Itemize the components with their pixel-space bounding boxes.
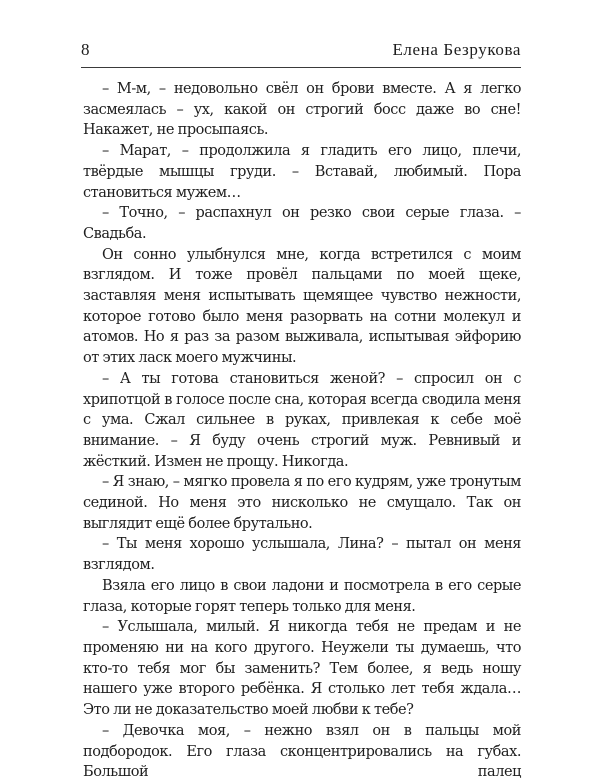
- paragraph: Взяла его лицо в свои ладони и посмотрела в его серые глаза, которые горят теперь только для меня.: [83, 577, 521, 615]
- paragraph: – Девочка моя, – нежно взял он в пальцы мой подбородок. Его глаза сконцентрировались на губах. Большой палец: [83, 722, 521, 781]
- paragraph: – Марат, – продолжила я гладить его лицо, плечи, твёрдые мышцы груди. – Вставай, любимый. Пора становиться мужем…: [83, 143, 521, 201]
- running-head: [81, 40, 521, 64]
- paragraph: – Точно, – распахнул он резко свои серые глаза. – Свадьба.: [83, 205, 521, 242]
- header-divider: [81, 67, 521, 68]
- paragraph: – М-м, – недовольно свёл он брови вместе. А я легко засмеялась – ух, какой он строгий босс даже во сне! Накажет, не просыпаясь.: [83, 81, 521, 139]
- text-body: [83, 79, 521, 783]
- paragraph: – А ты готова становиться женой? – спросил он с хрипотцой в голосе после сна, которая всегда сводила меня с ума. Сжал сильнее в руках, привлекая к себе моё внимание. – Я буду очень строгий муж. Ревнивый и жёсткий. Измен не прощу. Никогда.: [83, 370, 521, 470]
- paragraph: Он сонно улыбнулся мне, когда встретился с моим взглядом. И тоже провёл пальцами по моей щеке, заставляя меня испытывать щемящее чувство нежности, которое готово было меня разорвать на сотни молекул и атомов. Но я раз за разом выживала, испытывая эйфорию от этих ласк моего мужчины.: [83, 246, 521, 367]
- paragraph: – Ты меня хорошо услышала, Лина? – пытал он меня взглядом.: [83, 536, 521, 574]
- author-name: Елена Безрукова: [392, 40, 521, 59]
- page-number: 8: [81, 40, 90, 59]
- paragraph: – Услышала, милый. Я никогда тебя не предам и не променяю ни на кого другого. Неужели ты думаешь, что кто-то тебя мог бы заменить? Тем более, я ведь ношу нашего уже второго ребёнка. Я столько лет тебя ждала… Это ли не доказательство моей любви к тебе?: [83, 619, 521, 719]
- paragraph: – Я знаю, – мягко провела я по его кудрям, уже тронутым сединой. Но меня это нисколько не смущало. Так он выглядит ещё более брутально.: [83, 474, 521, 532]
